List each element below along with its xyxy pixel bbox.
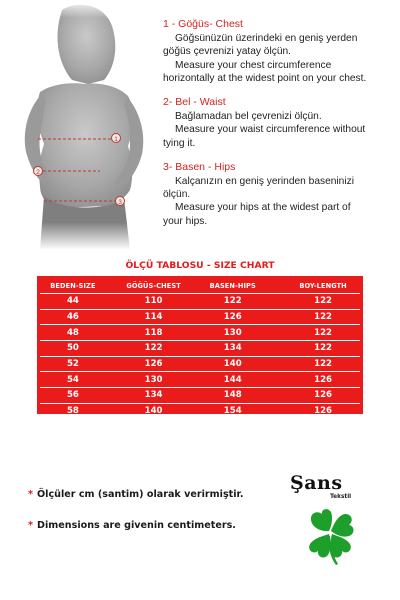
marker-chest <box>112 134 121 143</box>
measurement-instructions <box>163 18 395 239</box>
header-hips: BASEN-HIPS <box>195 279 270 294</box>
instruction-waist-en-line-1: Measure your waist circumference without <box>175 124 366 136</box>
cell-size: 50 <box>40 341 106 357</box>
asterisk-icon: * <box>28 489 34 500</box>
cell-hips: 140 <box>195 356 270 372</box>
instruction-hips-title: 3- Basen - Hips <box>163 160 236 173</box>
cell-hips: 134 <box>195 341 270 357</box>
marker-2-label: 2 <box>36 168 40 176</box>
cell-size: 56 <box>40 388 106 404</box>
instruction-hips-tr-line-2: ölçün. <box>163 189 191 201</box>
size-chart-header-row <box>40 279 360 294</box>
clover-icon <box>302 506 358 566</box>
cell-hips: 130 <box>195 325 270 341</box>
note-units-tr-text: Ölçüler cm (santim) olarak verirmiştir. <box>37 489 244 500</box>
table-row <box>40 294 360 310</box>
cell-hips: 148 <box>195 388 270 404</box>
cell-size: 48 <box>40 325 106 341</box>
size-chart-table <box>40 279 360 419</box>
brand-subtitle: Tekstil <box>330 494 352 500</box>
body-silhouette <box>0 0 160 250</box>
cell-size: 46 <box>40 309 106 325</box>
cell-chest: 130 <box>106 372 195 388</box>
marker-3-label: 3 <box>118 198 122 206</box>
table-row <box>40 341 360 357</box>
instruction-chest-tr-line-2: göğüs çevrenizi yatay ölçün. <box>163 46 291 58</box>
cell-length: 122 <box>270 341 360 357</box>
cell-size: 52 <box>40 356 106 372</box>
header-size: BEDEN-SIZE <box>40 279 106 294</box>
cell-hips: 144 <box>195 372 270 388</box>
table-row <box>40 356 360 372</box>
marker-waist <box>34 167 43 176</box>
instruction-chest-title: 1 - Göğüs- Chest <box>163 18 243 30</box>
silhouette-figure <box>0 0 160 250</box>
instruction-waist <box>163 96 395 150</box>
note-units-en-text: Dimensions are givenin centimeters. <box>37 520 236 531</box>
size-chart-table-container <box>37 276 363 417</box>
cell-length: 122 <box>270 309 360 325</box>
table-row <box>40 403 360 418</box>
table-row <box>40 388 360 404</box>
table-row <box>40 309 360 325</box>
cell-hips: 122 <box>195 294 270 310</box>
cell-hips: 154 <box>223 406 242 417</box>
cell-length: 122 <box>270 325 360 341</box>
cell-length: 126 <box>270 372 360 388</box>
instruction-chest-tr-line-1: Göğsünüzün üzerindeki en geniş yerden <box>175 33 358 45</box>
cell-hips: 126 <box>195 309 270 325</box>
header-chest: GÖĞÜS-CHEST <box>106 279 195 294</box>
cell-size: 54 <box>40 372 106 388</box>
size-chart-title: ÖLÇÜ TABLOSU - SIZE CHART <box>125 260 275 271</box>
instruction-chest-en-line-1: Measure your chest circumference <box>175 59 332 71</box>
instruction-chest <box>163 18 395 85</box>
instruction-hips-en-line-1: Measure your hips at the widest part of <box>175 202 351 214</box>
instruction-waist-title: 2- Bel - Waist <box>163 96 226 109</box>
cell-length: 126 <box>270 388 360 404</box>
cell-chest: 122 <box>106 341 195 357</box>
cell-chest: 140 <box>144 406 163 417</box>
marker-1-label: 1 <box>114 135 118 143</box>
cell-length: 122 <box>270 294 360 310</box>
note-units-tr <box>28 489 244 500</box>
instruction-hips-en-line-2: your hips. <box>163 215 208 227</box>
asterisk-icon: * <box>28 520 34 531</box>
instruction-chest-en-line-2: horizontally at the widest point on your chest. <box>163 72 367 84</box>
cell-chest: 134 <box>106 388 195 404</box>
cell-chest: 114 <box>106 309 195 325</box>
cell-length: 126 <box>314 406 333 417</box>
instruction-waist-en-line-2: tying it. <box>163 137 196 149</box>
table-row <box>40 372 360 388</box>
note-units-en <box>28 520 236 531</box>
cell-chest: 126 <box>106 356 195 372</box>
brand-name: Şans <box>290 472 343 494</box>
instruction-hips <box>163 161 395 228</box>
table-row <box>40 325 360 341</box>
cell-chest: 118 <box>106 325 195 341</box>
cell-size: 58 <box>66 406 79 417</box>
cell-chest: 110 <box>106 294 195 310</box>
marker-hips <box>116 197 125 206</box>
header-length: BOY-LENGTH <box>270 279 360 294</box>
instruction-hips-tr-line-1: Kalçanızın en geniş yerinden baseninizi <box>175 176 354 188</box>
brand-logo <box>290 472 370 582</box>
cell-size: 44 <box>40 294 106 310</box>
instruction-waist-tr-line-1: Bağlamadan bel çevrenizi ölçün. <box>175 111 322 123</box>
cell-length: 122 <box>270 356 360 372</box>
